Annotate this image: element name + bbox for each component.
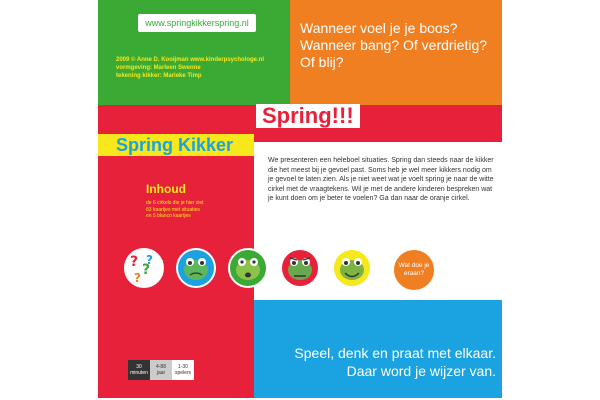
svg-text:?: ? bbox=[134, 271, 141, 285]
website-link[interactable] bbox=[138, 14, 256, 32]
game-info-badges bbox=[128, 360, 194, 380]
svg-text:?: ? bbox=[130, 254, 139, 270]
contents-list bbox=[146, 200, 204, 220]
feelings-question: Wanneer voel je je boos? Wanneer bang? Of verdrietig? Of blij? bbox=[300, 20, 488, 70]
players-badge bbox=[172, 360, 194, 380]
slogan-line: Daar word je wijzer van. bbox=[346, 363, 496, 379]
website-url: www.springkikkerspring.nl bbox=[145, 18, 249, 28]
contents-title: Inhoud bbox=[146, 182, 186, 196]
frog-face-icon bbox=[282, 250, 318, 286]
credit-line: vormgeving: Marleen Swenne bbox=[116, 65, 201, 71]
what-to-do-label: Wat doe je eraan? bbox=[398, 262, 430, 277]
frog-angry-circle bbox=[280, 248, 320, 288]
frog-face-icon bbox=[334, 250, 370, 286]
contents-item: de 6 cirkels die je hier ziet bbox=[146, 200, 204, 206]
question-marks-icon bbox=[126, 250, 162, 286]
slogan bbox=[266, 344, 496, 380]
age-unit: jaar bbox=[156, 370, 166, 376]
game-title: Spring Kikker bbox=[116, 135, 234, 155]
players-unit: spelers bbox=[174, 370, 192, 376]
frog-face-icon bbox=[178, 250, 214, 286]
frog-sad-circle bbox=[176, 248, 216, 288]
credits bbox=[116, 56, 286, 80]
players-value: 1-30 bbox=[177, 364, 188, 370]
age-value: 4-88 bbox=[155, 364, 166, 370]
intro-text: We presenteren een heleboel situaties. Spring dan steeds naar de kikker die het meest bij je gevoel past. Soms heb je wel meer kikkers nodig om je gevoel te laten zien. Als je niet weet wat je voelt spring je naar de witte cirkel met de vraagtekens. Wil je met de andere kinderen bespreken wat je kunt doen om je beter te voelen? Ga dan naar de oranje cirkel. bbox=[268, 157, 494, 202]
frog-happy-circle bbox=[332, 248, 372, 288]
spring-title: Spring!!! bbox=[256, 104, 360, 128]
age-badge bbox=[150, 360, 172, 380]
svg-text:?: ? bbox=[146, 253, 153, 267]
credit-line: tekening kikker: Marieke Timp bbox=[116, 73, 202, 79]
what-to-do-circle bbox=[392, 248, 436, 292]
contents-item: 83 kaartjes met situaties bbox=[146, 206, 200, 213]
frog-face-icon bbox=[230, 250, 266, 286]
duration-unit: minuten bbox=[130, 370, 148, 376]
duration-badge bbox=[128, 360, 150, 380]
question-marks-circle bbox=[124, 248, 164, 288]
duration-value: 30 bbox=[136, 364, 142, 370]
red-bottom-panel bbox=[98, 300, 254, 398]
contents-item: en 5 blanco kaartjes bbox=[146, 213, 191, 219]
credit-line: 2009 © Anne D. Kooijman www.kinderpsychologe.nl bbox=[116, 57, 265, 63]
slogan-line: Speel, denk en praat met elkaar. bbox=[294, 345, 496, 361]
frog-scared-circle bbox=[228, 248, 268, 288]
svg-text:?: ? bbox=[142, 262, 151, 278]
